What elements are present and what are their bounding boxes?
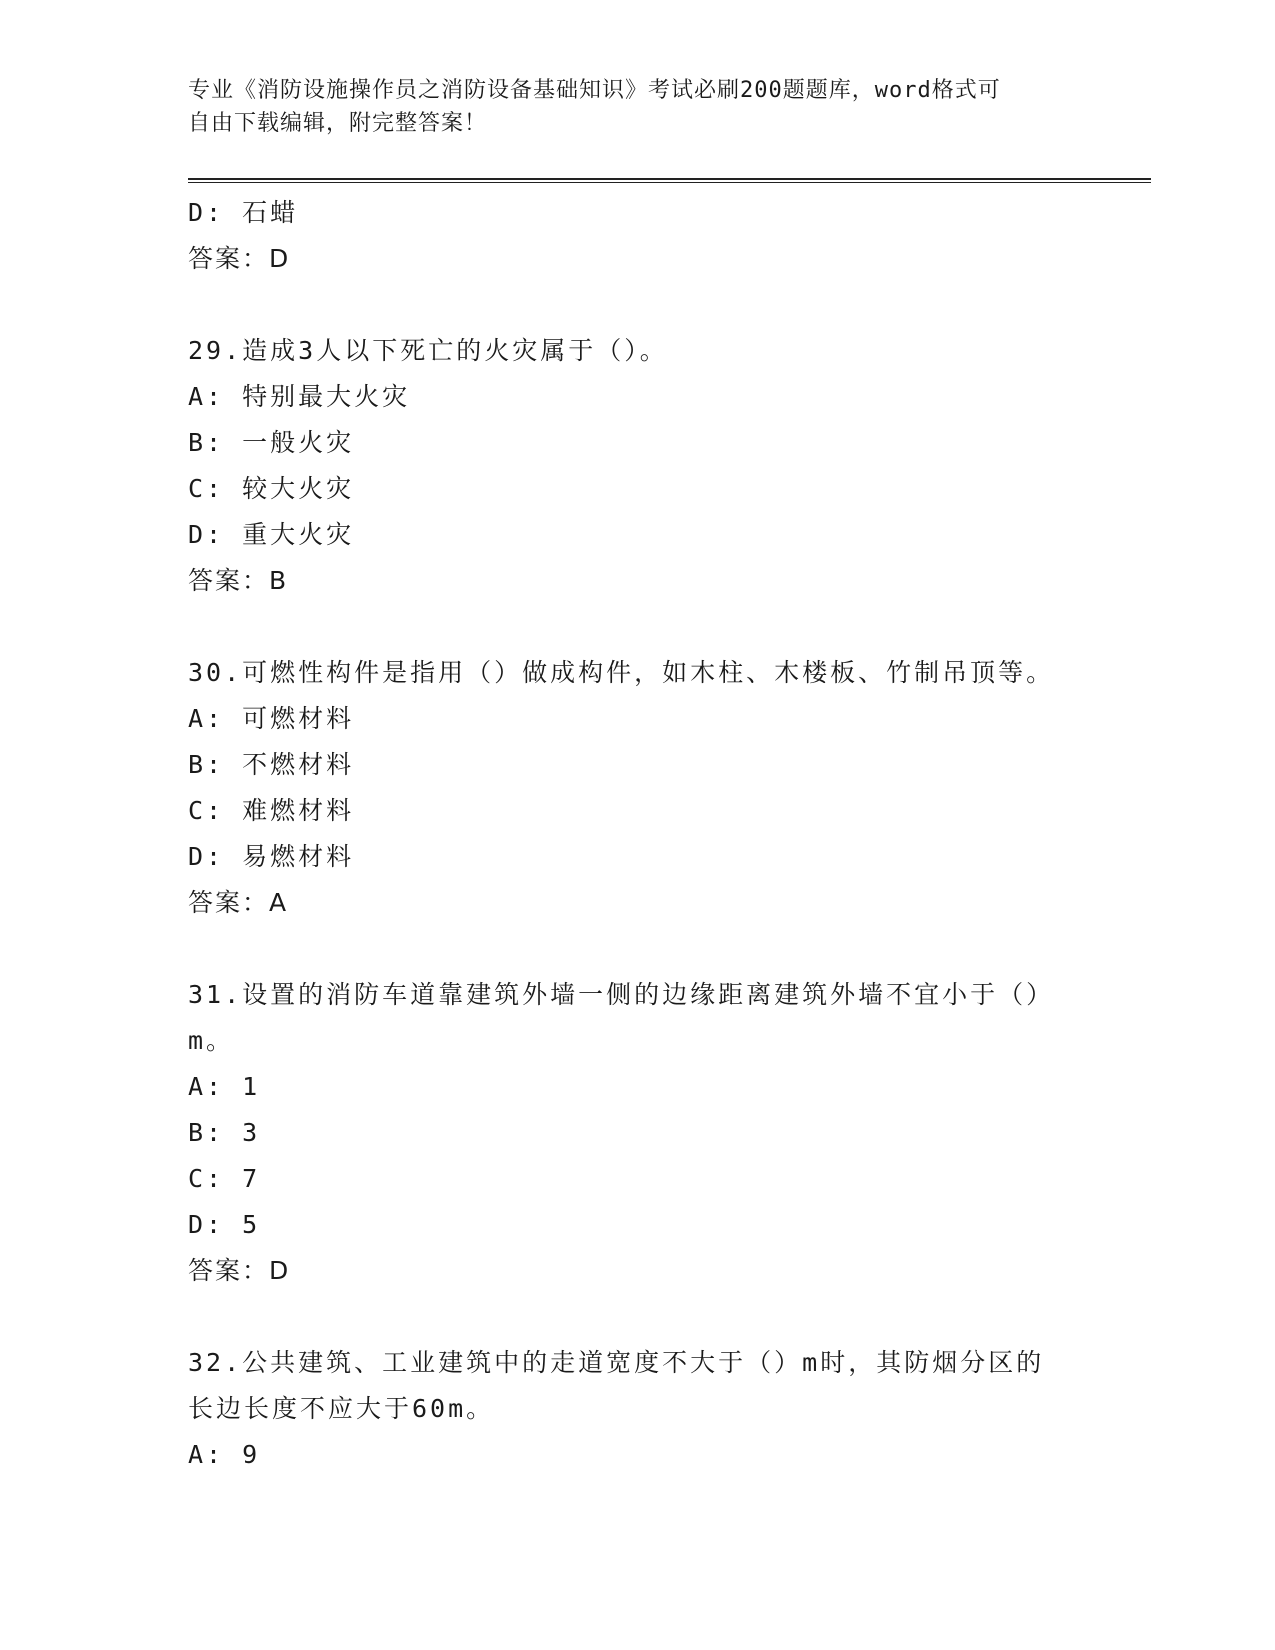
option-d: D: 重大火灾 [188, 520, 355, 549]
question-text: 30.可燃性构件是指用（）做成构件，如木柱、木楼板、竹制吊顶等。 [188, 658, 1055, 687]
option-a: A: 9 [188, 1440, 261, 1469]
header-title-line-2: 自由下载编辑，附完整答案！ [188, 111, 488, 136]
option-d: D: 5 [188, 1210, 261, 1239]
header-divider-thin [188, 182, 1151, 183]
question-list [188, 190, 1088, 1478]
question-32 [188, 1340, 1088, 1478]
option-a: A: 特别最大火灾 [188, 382, 411, 411]
answer-line: 答案：D [188, 1256, 291, 1285]
answer-line: 答案：B [188, 566, 289, 595]
question-text-line-1: 32.公共建筑、工业建筑中的走道宽度不大于（）m时，其防烟分区的 [188, 1348, 1045, 1377]
option-b: B: 3 [188, 1118, 261, 1147]
spacer [188, 282, 1088, 328]
option-b: B: 一般火灾 [188, 428, 355, 457]
option-b: B: 不燃材料 [188, 750, 355, 779]
spacer [188, 926, 1088, 972]
header-title-line-1: 专业《消防设施操作员之消防设备基础知识》考试必刷200题题库，word格式可 [188, 78, 1001, 103]
header-divider-thick [188, 178, 1151, 180]
question-text-line-1: 31.设置的消防车道靠建筑外墙一侧的边缘距离建筑外墙不宜小于（） [188, 980, 1055, 1009]
option-d: D: 易燃材料 [188, 842, 355, 871]
previous-question-tail [188, 190, 1088, 282]
question-29 [188, 328, 1088, 604]
option-a: A: 1 [188, 1072, 261, 1101]
option-c: C: 难燃材料 [188, 796, 355, 825]
question-text-line-2: 长边长度不应大于60m。 [188, 1394, 495, 1423]
answer-line: 答案：D [188, 244, 291, 273]
option-d: D: 石蜡 [188, 198, 299, 227]
option-a: A: 可燃材料 [188, 704, 355, 733]
spacer [188, 1294, 1088, 1340]
option-c: C: 较大火灾 [188, 474, 355, 503]
spacer [188, 604, 1088, 650]
answer-line: 答案：A [188, 888, 289, 917]
option-c: C: 7 [188, 1164, 261, 1193]
question-30 [188, 650, 1088, 926]
question-31 [188, 972, 1088, 1294]
question-text-line-2: m。 [188, 1026, 235, 1055]
document-header [188, 74, 1088, 140]
question-text: 29.造成3人以下死亡的火灾属于（）。 [188, 336, 668, 365]
